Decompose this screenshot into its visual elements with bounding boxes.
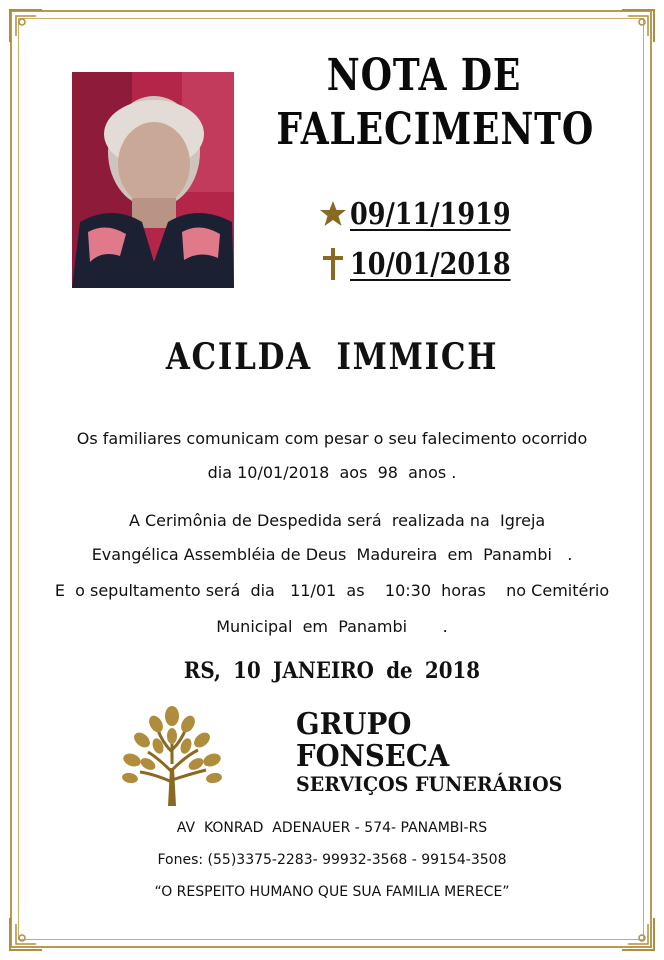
title-line-1: NOTA DE xyxy=(326,50,522,101)
brand-tagline: SERVIÇOS FUNERÁRIOS xyxy=(296,772,563,796)
corner-ornament-top-left xyxy=(6,6,46,46)
phone-numbers: Fones: (55)3375-2283- 99932-3568 - 99154-3508 xyxy=(157,852,507,868)
place-date: RS, 10 JANEIRO de 2018 xyxy=(183,658,481,684)
portrait-photo xyxy=(72,72,234,288)
announcement-line-2: dia 10/01/2018 aos 98 anos . xyxy=(207,463,457,482)
cross-icon xyxy=(316,247,350,281)
death-date-row xyxy=(316,244,539,284)
brand-name-line-1: GRUPO xyxy=(296,707,412,742)
title-line-2: FALECIMENTO xyxy=(276,104,595,155)
burial-line-2: Municipal em Panambi . xyxy=(216,617,448,636)
tree-icon xyxy=(118,702,226,810)
birth-date-row xyxy=(316,194,539,234)
ceremony-line-1: A Cerimônia de Despedida será realizada na Igreja xyxy=(118,511,546,530)
ceremony-line-2: Evangélica Assembléia de Deus Madureira em Panambi . xyxy=(91,545,573,564)
slogan: “O RESPEITO HUMANO QUE SUA FAMILIA MERECE” xyxy=(154,884,510,900)
address: AV KONRAD ADENAUER - 574- PANAMBI-RS xyxy=(176,820,488,836)
deceased-name: ACILDA IMMICH xyxy=(165,336,499,378)
brand-name-line-2: FONSECA xyxy=(296,739,450,774)
birth-date: 09/11/1919 xyxy=(350,196,511,232)
corner-ornament-top-right xyxy=(618,6,658,46)
corner-ornament-bottom-left xyxy=(6,914,46,954)
announcement-line-1: Os familiares comunicam com pesar o seu falecimento ocorrido xyxy=(76,429,588,448)
star-icon xyxy=(316,199,350,229)
burial-line-1: E o sepultamento será dia 11/01 as 10:30 horas no Cemitério xyxy=(54,581,610,600)
death-date: 10/01/2018 xyxy=(350,246,511,282)
corner-ornament-bottom-right xyxy=(618,914,658,954)
